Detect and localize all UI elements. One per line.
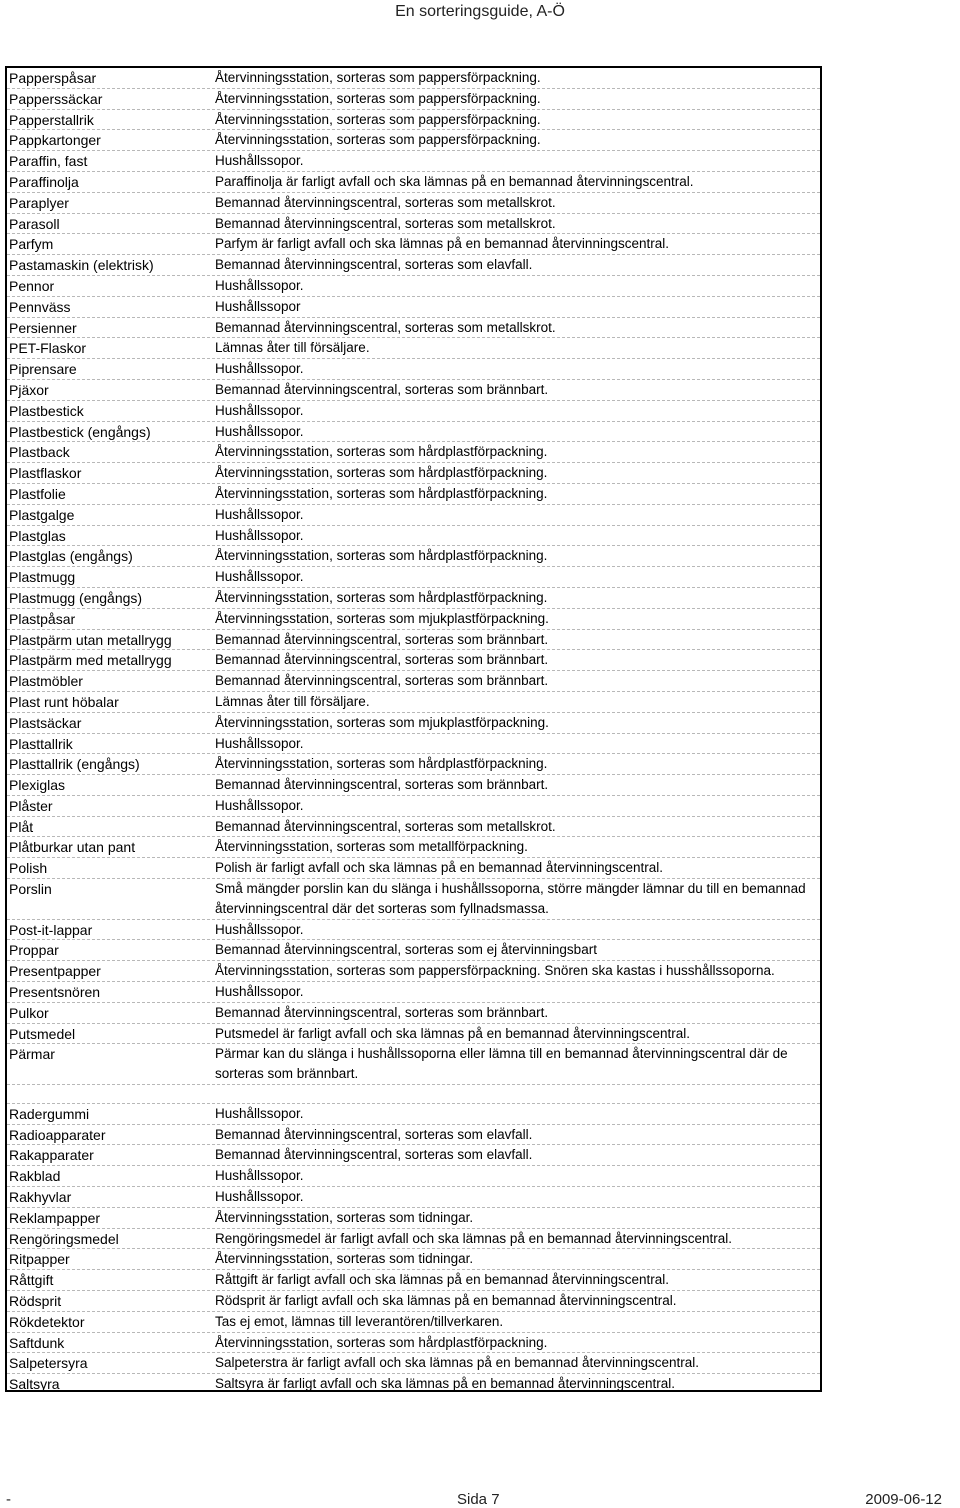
item-name: Plast runt höbalar bbox=[9, 693, 119, 710]
table-row bbox=[7, 130, 820, 151]
item-name: Plastmöbler bbox=[9, 673, 83, 690]
table-row bbox=[7, 234, 820, 255]
item-instruction: Bemannad återvinningscentral, sorteras som metallskrot. bbox=[215, 194, 556, 210]
table-row bbox=[7, 276, 820, 297]
item-name: Paraffin, fast bbox=[9, 153, 88, 170]
table-row bbox=[7, 671, 820, 692]
table-row bbox=[7, 796, 820, 817]
table-row bbox=[7, 68, 820, 89]
table-row bbox=[7, 940, 820, 961]
item-instruction: Hushållssopor. bbox=[215, 277, 304, 293]
item-name: Plastglas bbox=[9, 527, 66, 544]
item-instruction: Bemannad återvinningscentral, sorteras som brännbart. bbox=[215, 652, 549, 668]
table-row bbox=[7, 775, 820, 796]
item-name: Presentsnören bbox=[9, 983, 101, 1000]
item-name: Plåster bbox=[9, 797, 53, 814]
item-instruction: Hushållssopor. bbox=[215, 506, 304, 522]
table-row bbox=[7, 1104, 820, 1125]
item-name: Plastbestick bbox=[9, 402, 84, 419]
table-row bbox=[7, 422, 820, 443]
item-instruction: Hushållssopor. bbox=[215, 402, 304, 418]
item-instruction: Bemannad återvinningscentral, sorteras som elavfall. bbox=[215, 257, 533, 273]
item-instruction: Återvinningsstation, sorteras som hårdplastförpackning. bbox=[215, 589, 548, 605]
item-name: Post-it-lappar bbox=[9, 921, 93, 938]
table-row bbox=[7, 630, 820, 651]
item-instruction: Återvinningsstation, sorteras som hårdplastförpackning. bbox=[215, 1334, 548, 1350]
table-row bbox=[7, 692, 820, 713]
item-name: Proppar bbox=[9, 942, 59, 959]
item-instruction: Återvinningsstation, sorteras som pappersförpackning. bbox=[215, 70, 541, 85]
footer-dash: - bbox=[6, 1491, 11, 1508]
item-name: Rakblad bbox=[9, 1168, 61, 1185]
item-instruction: Återvinningsstation, sorteras som mjukplastförpackning. bbox=[215, 714, 549, 730]
item-instruction: Hushållssopor. bbox=[215, 423, 304, 439]
item-name: Plastmugg (engångs) bbox=[9, 589, 143, 606]
table-row bbox=[7, 1187, 820, 1208]
item-instruction: Lämnas åter till försäljare. bbox=[215, 340, 370, 356]
item-name: Parfym bbox=[9, 236, 54, 253]
table-row bbox=[7, 1229, 820, 1250]
item-instruction: Paraffinolja är farligt avfall och ska lämnas på en bemannad återvinningscentral. bbox=[215, 173, 694, 189]
item-instruction: Hushållssopor. bbox=[215, 153, 304, 169]
table-row bbox=[7, 151, 820, 172]
item-instruction: Hushållssopor. bbox=[215, 983, 304, 999]
table-row bbox=[7, 442, 820, 463]
item-name: Piprensare bbox=[9, 361, 77, 378]
table-row bbox=[7, 1125, 820, 1146]
table-row bbox=[7, 1208, 820, 1229]
item-instruction: Bemannad återvinningscentral, sorteras som metallskrot. bbox=[215, 818, 556, 834]
item-name: Saftdunk bbox=[9, 1334, 65, 1351]
table-row bbox=[7, 1003, 820, 1024]
table-row bbox=[7, 338, 820, 359]
table-row bbox=[7, 1024, 820, 1045]
item-instruction: Bemannad återvinningscentral, sorteras som metallskrot. bbox=[215, 215, 556, 231]
table-row bbox=[7, 837, 820, 858]
table-row bbox=[7, 526, 820, 547]
item-instruction: Bemannad återvinningscentral, sorteras som elavfall. bbox=[215, 1126, 533, 1142]
item-name: Presentpapper bbox=[9, 963, 101, 980]
item-name: Pjäxor bbox=[9, 381, 49, 398]
table-row bbox=[7, 484, 820, 505]
item-instruction: Parfym är farligt avfall och ska lämnas på en bemannad återvinningscentral. bbox=[215, 236, 669, 252]
item-name: Salpetersyra bbox=[9, 1355, 88, 1372]
table-row bbox=[7, 505, 820, 526]
table-row bbox=[7, 89, 820, 110]
table-row bbox=[7, 359, 820, 380]
item-instruction: Återvinningsstation, sorteras som pappersförpackning. bbox=[215, 111, 541, 127]
item-instruction: Hushållssopor. bbox=[215, 735, 304, 751]
item-instruction: Återvinningsstation, sorteras som hårdplastförpackning. bbox=[215, 485, 548, 501]
table-row bbox=[7, 1249, 820, 1270]
item-instruction: Återvinningsstation, sorteras som pappersförpackning. Snören ska kastas i husshållssoporna. bbox=[215, 963, 775, 979]
item-name: Ritpapper bbox=[9, 1251, 70, 1268]
item-name: Rakhyvlar bbox=[9, 1189, 72, 1206]
item-instruction: Återvinningsstation, sorteras som mjukplastförpackning. bbox=[215, 610, 549, 626]
item-instruction: Saltsyra är farligt avfall och ska lämnas på en bemannad återvinningscentral. bbox=[215, 1376, 675, 1392]
table-row bbox=[7, 650, 820, 671]
item-instruction: Återvinningsstation, sorteras som pappersförpackning. bbox=[215, 132, 541, 148]
item-name: Rengöringsmedel bbox=[9, 1230, 119, 1247]
item-name: Paraffinolja bbox=[9, 173, 79, 190]
item-name: Plasttallrik (engångs) bbox=[9, 756, 140, 773]
section-gap bbox=[7, 1085, 820, 1104]
item-instruction: Polish är farligt avfall och ska lämnas på en bemannad återvinningscentral. bbox=[215, 860, 663, 876]
item-name: Saltsyra bbox=[9, 1376, 60, 1393]
item-name: Plexiglas bbox=[9, 777, 66, 794]
item-name: Pulkor bbox=[9, 1004, 49, 1021]
footer-date: 2009-06-12 bbox=[865, 1491, 942, 1508]
item-instruction: Återvinningsstation, sorteras som hårdplastförpackning. bbox=[215, 444, 548, 460]
table-row bbox=[7, 817, 820, 838]
item-name: Persienner bbox=[9, 319, 77, 336]
table-row bbox=[7, 1166, 820, 1187]
item-name: Plastmugg bbox=[9, 569, 76, 586]
table-row bbox=[7, 1333, 820, 1354]
table-row bbox=[7, 734, 820, 755]
table-row bbox=[7, 1145, 820, 1166]
item-name: Råttgift bbox=[9, 1272, 54, 1289]
item-name: Plastglas (engångs) bbox=[9, 548, 133, 565]
item-instruction: Bemannad återvinningscentral, sorteras som elavfall. bbox=[215, 1147, 533, 1163]
table-row bbox=[7, 920, 820, 941]
item-name: Putsmedel bbox=[9, 1025, 76, 1042]
item-name: Plastback bbox=[9, 444, 70, 461]
sorting-table bbox=[5, 66, 822, 1392]
item-name: Plastpärm utan metallrygg bbox=[9, 631, 172, 648]
item-name: Rakapparater bbox=[9, 1147, 94, 1164]
table-row bbox=[7, 1374, 820, 1395]
table-row bbox=[7, 961, 820, 982]
item-instruction: Hushållssopor. bbox=[215, 797, 304, 813]
item-instruction: Återvinningsstation, sorteras som tidningar. bbox=[215, 1251, 474, 1267]
item-name: Reklampapper bbox=[9, 1209, 101, 1226]
item-name: Plastbestick (engångs) bbox=[9, 423, 151, 440]
table-row bbox=[7, 754, 820, 775]
item-name: Radioapparater bbox=[9, 1126, 106, 1143]
item-instruction: Salpeterstra är farligt avfall och ska lämnas på en bemannad återvinningscentral. bbox=[215, 1355, 700, 1371]
item-instruction: Hushållssopor. bbox=[215, 569, 304, 585]
item-instruction: Putsmedel är farligt avfall och ska lämnas på en bemannad återvinningscentral. bbox=[215, 1025, 691, 1041]
item-instruction: Hushållssopor. bbox=[215, 1168, 304, 1184]
item-name: Pennväss bbox=[9, 298, 71, 315]
item-name: Papperssäckar bbox=[9, 90, 103, 107]
item-instruction: Bemannad återvinningscentral, sorteras som brännbart. bbox=[215, 1004, 549, 1020]
item-name: Polish bbox=[9, 860, 48, 877]
table-row bbox=[7, 1270, 820, 1291]
item-name: Pärmar bbox=[9, 1046, 55, 1063]
table-row bbox=[7, 214, 820, 235]
table-row bbox=[7, 255, 820, 276]
item-instruction: Återvinningsstation, sorteras som metallförpackning. bbox=[215, 839, 528, 855]
table-row bbox=[7, 713, 820, 734]
item-name: Plåtburkar utan pant bbox=[9, 839, 136, 856]
item-name: Pennor bbox=[9, 277, 55, 294]
table-row bbox=[7, 193, 820, 214]
item-name: Papperstallrik bbox=[9, 111, 94, 128]
table-row bbox=[7, 567, 820, 588]
item-instruction: Återvinningsstation, sorteras som hårdplastförpackning. bbox=[215, 548, 548, 564]
item-name: Paraplyer bbox=[9, 194, 69, 211]
item-instruction: Rengöringsmedel är farligt avfall och ska lämnas på en bemannad återvinningscentral. bbox=[215, 1230, 733, 1246]
table-row bbox=[7, 463, 820, 484]
item-instruction: Hushållssopor. bbox=[215, 1189, 304, 1205]
item-name: Plastpåsar bbox=[9, 610, 76, 627]
item-name: Rökdetektor bbox=[9, 1313, 85, 1330]
table-row bbox=[7, 401, 820, 422]
page-footer bbox=[0, 1491, 960, 1508]
table-row bbox=[7, 380, 820, 401]
item-instruction: Pärmar kan du slänga i hushållssoporna eller lämna till en bemannad återvinningscentral där de sorteras som brännbart. bbox=[215, 1046, 788, 1082]
table-row bbox=[7, 546, 820, 567]
item-name: Plasttallrik bbox=[9, 735, 73, 752]
item-instruction: Hushållssopor. bbox=[215, 1105, 304, 1121]
item-name: Plastgalge bbox=[9, 506, 75, 523]
item-instruction: Tas ej emot, lämnas till leverantören/tillverkaren. bbox=[215, 1313, 504, 1329]
item-instruction: Bemannad återvinningscentral, sorteras som brännbart. bbox=[215, 777, 549, 793]
table-row bbox=[7, 1044, 820, 1085]
table-row bbox=[7, 1291, 820, 1312]
page-number: Sida 7 bbox=[457, 1491, 500, 1508]
item-name: Plastsäckar bbox=[9, 714, 82, 731]
item-name: Plastfolie bbox=[9, 485, 66, 502]
item-instruction: Bemannad återvinningscentral, sorteras som brännbart. bbox=[215, 381, 549, 397]
item-instruction: Bemannad återvinningscentral, sorteras som ej återvinningsbart bbox=[215, 942, 597, 958]
item-instruction: Rödsprit är farligt avfall och ska lämnas på en bemannad återvinningscentral. bbox=[215, 1293, 677, 1309]
item-instruction: Hushållssopor. bbox=[215, 361, 304, 377]
item-name: Rödsprit bbox=[9, 1293, 62, 1310]
item-name: Radergummi bbox=[9, 1105, 90, 1122]
page-header: En sorteringsguide, A-Ö bbox=[395, 3, 565, 20]
table-row bbox=[7, 879, 820, 920]
item-instruction: Bemannad återvinningscentral, sorteras som brännbart. bbox=[215, 631, 549, 647]
item-instruction: Återvinningsstation, sorteras som tidningar. bbox=[215, 1209, 474, 1225]
item-instruction: Hushållssopor bbox=[215, 298, 301, 314]
item-instruction: Återvinningsstation, sorteras som hårdplastförpackning. bbox=[215, 756, 548, 772]
table-row bbox=[7, 1353, 820, 1374]
item-name: Porslin bbox=[9, 881, 52, 898]
item-name: Papperspåsar bbox=[9, 70, 97, 86]
item-name: Parasoll bbox=[9, 215, 60, 232]
item-instruction: Bemannad återvinningscentral, sorteras som metallskrot. bbox=[215, 319, 556, 335]
item-name: Plastpärm med metallrygg bbox=[9, 652, 172, 669]
item-name: Pappkartonger bbox=[9, 132, 101, 149]
item-name: Pastamaskin (elektrisk) bbox=[9, 257, 154, 274]
item-instruction: Bemannad återvinningscentral, sorteras som brännbart. bbox=[215, 673, 549, 689]
item-instruction: Hushållssopor. bbox=[215, 921, 304, 937]
table-row bbox=[7, 318, 820, 339]
item-instruction: Återvinningsstation, sorteras som hårdplastförpackning. bbox=[215, 465, 548, 481]
table-row bbox=[7, 110, 820, 131]
table-row bbox=[7, 588, 820, 609]
item-instruction: Små mängder porslin kan du slänga i hushållssoporna, större mängder lämnar du till en bemannad återvinningscentral där det sorteras som fyllnadsmassa. bbox=[215, 881, 806, 917]
table-row bbox=[7, 858, 820, 879]
table-row bbox=[7, 982, 820, 1003]
item-instruction: Lämnas åter till försäljare. bbox=[215, 693, 370, 709]
item-name: Plåt bbox=[9, 818, 34, 835]
item-instruction: Återvinningsstation, sorteras som pappersförpackning. bbox=[215, 90, 541, 106]
table-row bbox=[7, 172, 820, 193]
item-instruction: Råttgift är farligt avfall och ska lämnas på en bemannad återvinningscentral. bbox=[215, 1272, 669, 1288]
table-row bbox=[7, 1312, 820, 1333]
item-instruction: Hushållssopor. bbox=[215, 527, 304, 543]
item-name: PET-Flaskor bbox=[9, 340, 87, 357]
item-name: Plastflaskor bbox=[9, 465, 82, 482]
table-row bbox=[7, 297, 820, 318]
table-row bbox=[7, 609, 820, 630]
